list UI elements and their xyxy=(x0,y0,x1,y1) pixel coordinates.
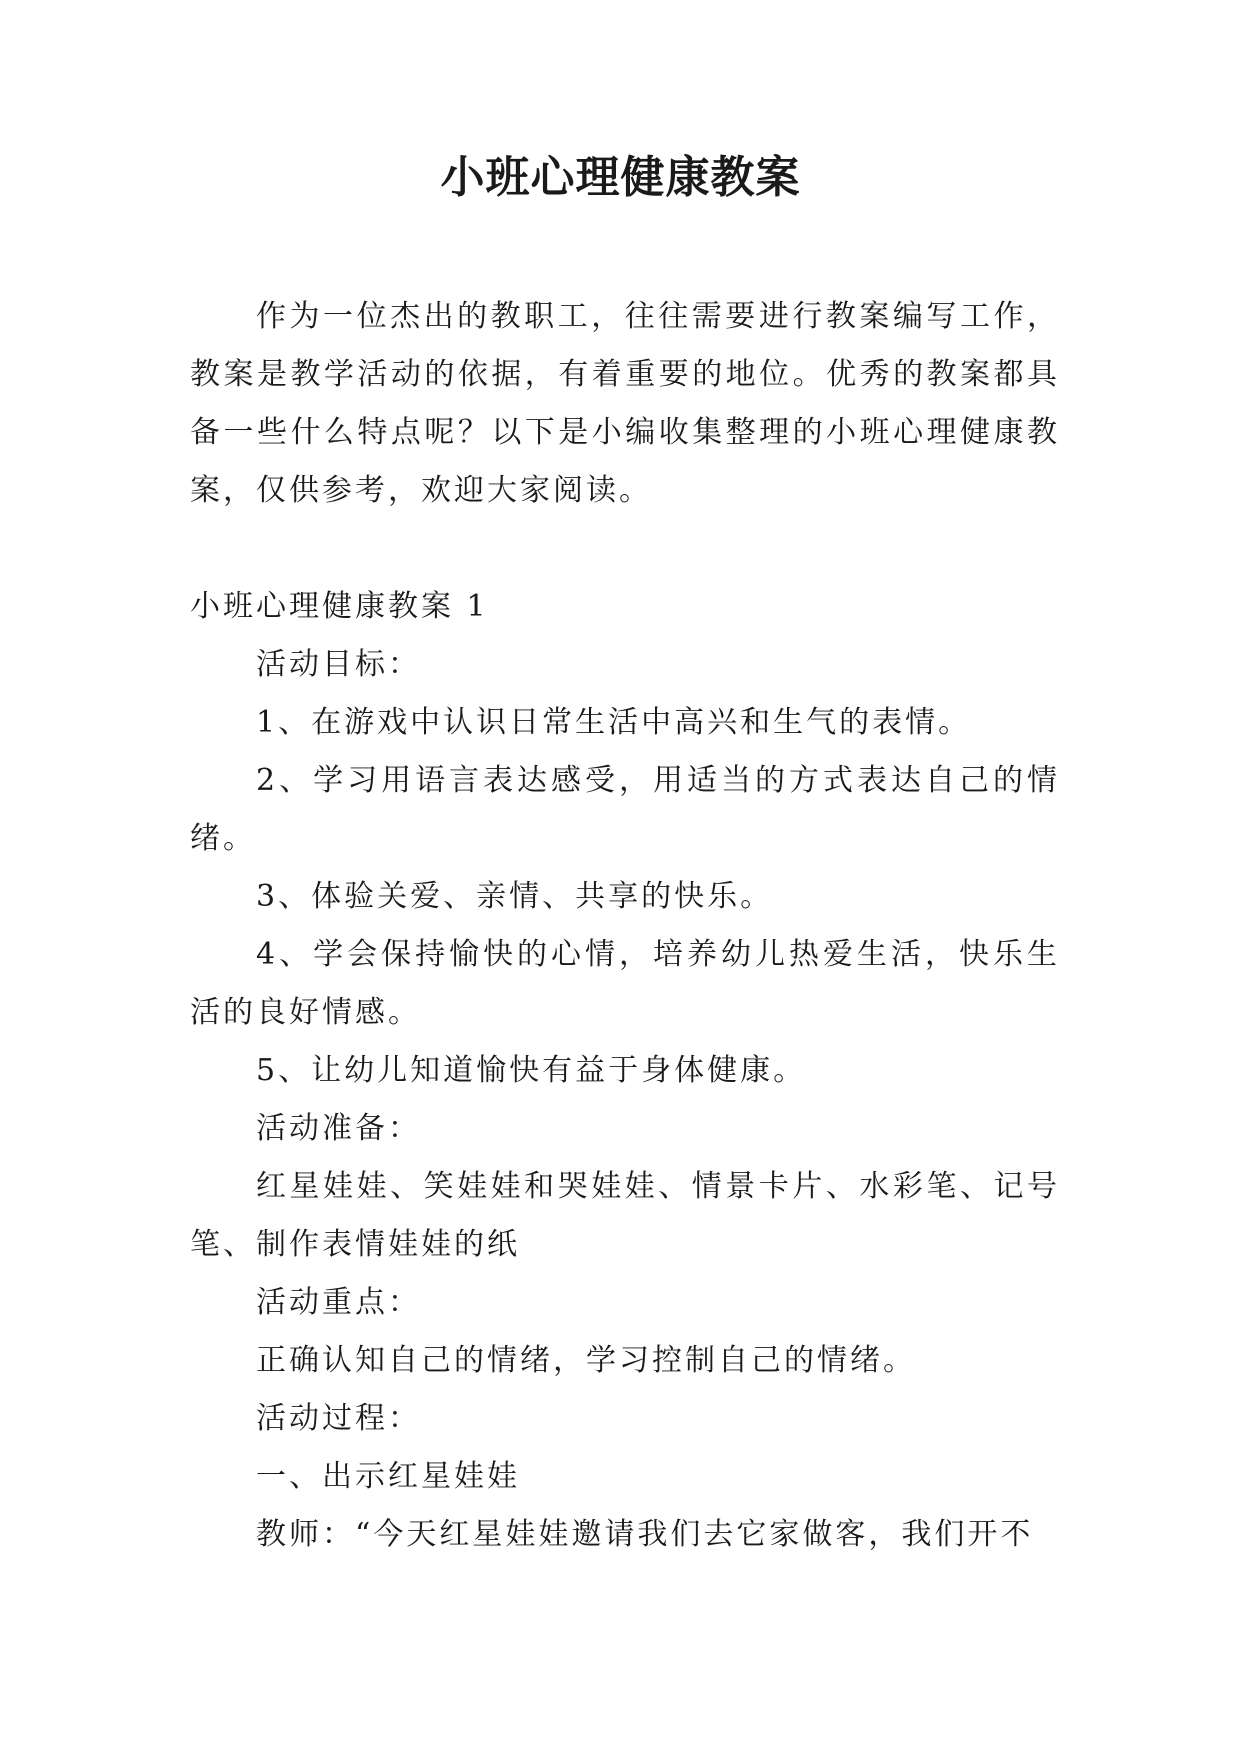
intro-paragraph: 作为一位杰出的教职工，往往需要进行教案编写工作，教案是教学活动的依据，有着重要的地位。优秀的教案都具备一些什么特点呢？以下是小编收集整理的小班心理健康教案，仅供参考，欢迎大家阅读。 xyxy=(190,299,1060,508)
paragraph: 活动过程： xyxy=(256,1401,421,1436)
paragraph: 一、出示红星娃娃 xyxy=(256,1459,520,1494)
paragraph: 教师：“今天红星娃娃邀请我们去它家做客，我们开不 xyxy=(256,1517,1034,1552)
paragraph: 正确认知自己的情绪，学习控制自己的情绪。 xyxy=(256,1343,916,1378)
paragraph: 活动目标： xyxy=(256,647,421,682)
paragraph: 红星娃娃、笑娃娃和哭娃娃、情景卡片、水彩笔、记号笔、制作表情娃娃的纸 xyxy=(190,1169,1060,1262)
document-title: 小班心理健康教案 xyxy=(440,152,801,203)
paragraph: 活动准备： xyxy=(256,1111,421,1146)
document-body xyxy=(190,288,1060,1564)
paragraph: 2、学习用语言表达感受，用适当的方式表达自己的情绪。 xyxy=(190,763,1060,856)
paragraph: 1、在游戏中认识日常生活中高兴和生气的表情。 xyxy=(256,705,972,740)
section-heading: 小班心理健康教案 1 xyxy=(190,589,489,624)
paragraph: 3、体验关爱、亲情、共享的快乐。 xyxy=(256,879,774,914)
paragraph: 4、学会保持愉快的心情，培养幼儿热爱生活，快乐生活的良好情感。 xyxy=(190,937,1060,1030)
spacer xyxy=(190,520,1060,578)
paragraph: 活动重点： xyxy=(256,1285,421,1320)
paragraph: 5、让幼儿知道愉快有益于身体健康。 xyxy=(256,1053,807,1088)
